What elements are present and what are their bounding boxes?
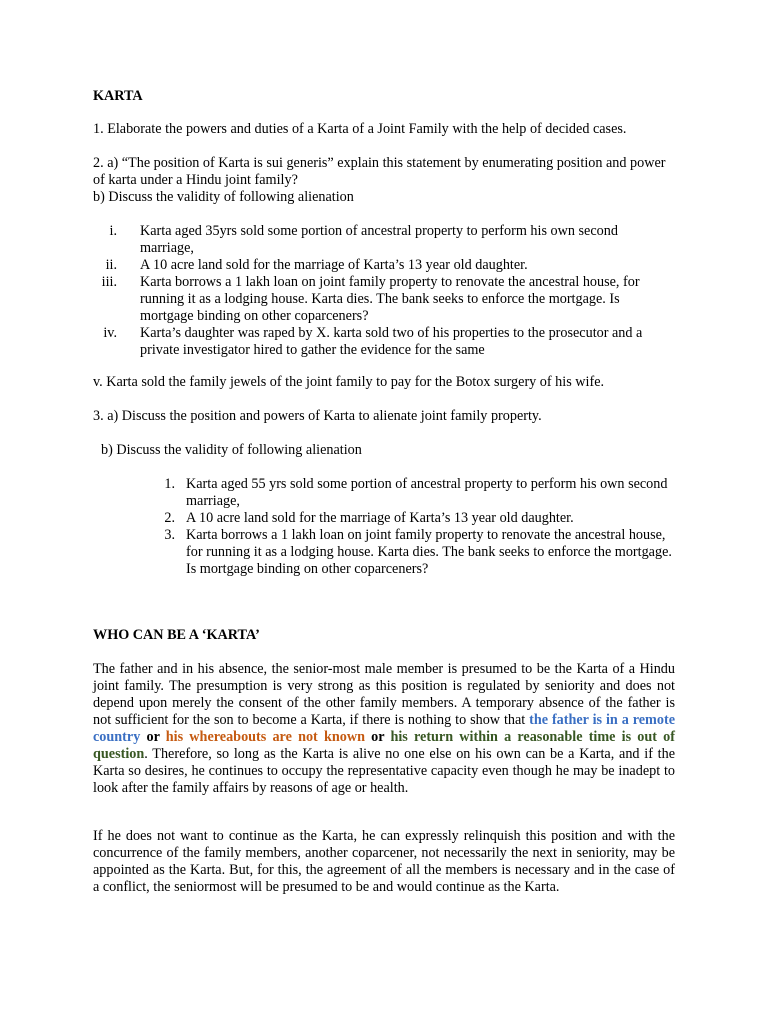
- list-item: [93, 527, 675, 578]
- list-text: Karta borrows a 1 lakh loan on joint family property to renovate the ancestral house, for running it as a lodging house. Karta dies. The bank seeks to enforce the mortgage. Is mortgage binding on other coparceners?: [186, 527, 672, 577]
- list-text: A 10 acre land sold for the marriage of Karta’s 13 year old daughter.: [186, 510, 574, 526]
- question-2a: 2. a) “The position of Karta is sui generis” explain this statement by enumerating position and power of karta under a Hindu joint family?: [93, 155, 666, 188]
- list-item: [93, 274, 675, 325]
- or-connector: or: [364, 729, 391, 745]
- list-number: 2.: [164, 510, 175, 526]
- para1-text-end: . Therefore, so long as the Karta is alive no one else on his own can be a Karta, and if the Karta so desires, he continues to occupy the representative capacity even though he may be inadept to look after the family affairs by reasons of age or health.: [93, 746, 675, 796]
- or-connector: or: [140, 729, 166, 745]
- list-text: Karta aged 55 yrs sold some portion of ancestral property to perform his own second marriage,: [186, 476, 668, 509]
- list-number: ii.: [105, 257, 117, 273]
- question-1: 1. Elaborate the powers and duties of a Karta of a Joint Family with the help of decided cases.: [93, 121, 627, 137]
- para1-text-start: The father and in his absence, the senior-most male member is presumed to be the Karta of a Hindu joint family. The presumption is very strong as this position is regulated by seniority and does not depend upon merely the consent of the other family members. A temporary absence of the father is not sufficient for the son to become a Karta, if there is nothing to show that: [93, 661, 675, 728]
- roman-list: [93, 223, 675, 359]
- question-3b: b) Discuss the validity of following alienation: [101, 442, 362, 458]
- highlight-return: his return within a reasonable time is out of question: [93, 729, 675, 762]
- paragraph-1: [93, 661, 675, 797]
- question-3a: 3. a) Discuss the position and powers of Karta to alienate joint family property.: [93, 408, 542, 424]
- list-item: [93, 476, 675, 510]
- list-number: 3.: [164, 527, 175, 543]
- list-item: [93, 510, 675, 527]
- list-text: Karta’s daughter was raped by X. karta sold two of his properties to the prosecutor and a private investigator hired to gather the evidence for the same: [140, 325, 643, 358]
- list-text: A 10 acre land sold for the marriage of Karta’s 13 year old daughter.: [140, 257, 528, 273]
- list-number: 1.: [164, 476, 175, 492]
- question-2b: b) Discuss the validity of following alienation: [93, 189, 354, 205]
- list-item: [93, 257, 675, 274]
- highlight-whereabouts: his whereabouts are not known: [165, 729, 365, 745]
- list-number: iii.: [101, 274, 117, 290]
- list-item: [93, 325, 675, 359]
- list-text: Karta borrows a 1 lakh loan on joint family property to renovate the ancestral house, for running it as a lodging house. Karta dies. The bank seeks to enforce the mortgage. Is mortgage binding on other coparceners?: [140, 274, 640, 324]
- heading-who-can-be-karta: WHO CAN BE A ‘KARTA’: [93, 627, 260, 643]
- highlight-remote-country: the father is in a remote country: [93, 712, 675, 745]
- list-number: i.: [109, 223, 117, 239]
- question-2v: v. Karta sold the family jewels of the joint family to pay for the Botox surgery of his wife.: [93, 374, 605, 390]
- list-text: Karta aged 35yrs sold some portion of ancestral property to perform his own second marriage,: [140, 223, 618, 256]
- numbered-list: [93, 476, 675, 578]
- heading-karta: KARTA: [93, 88, 143, 104]
- list-item: [93, 223, 675, 257]
- paragraph-2: If he does not want to continue as the Karta, he can expressly relinquish this position and with the concurrence of the family members, another coparcener, not necessarily the next in seniority, may be appointed as the Karta. But, for this, the agreement of all the members is necessary and in the case of a conflict, the seniormost will be presumed to be and would continue as the Karta.: [93, 828, 675, 895]
- list-number: iv.: [103, 325, 117, 341]
